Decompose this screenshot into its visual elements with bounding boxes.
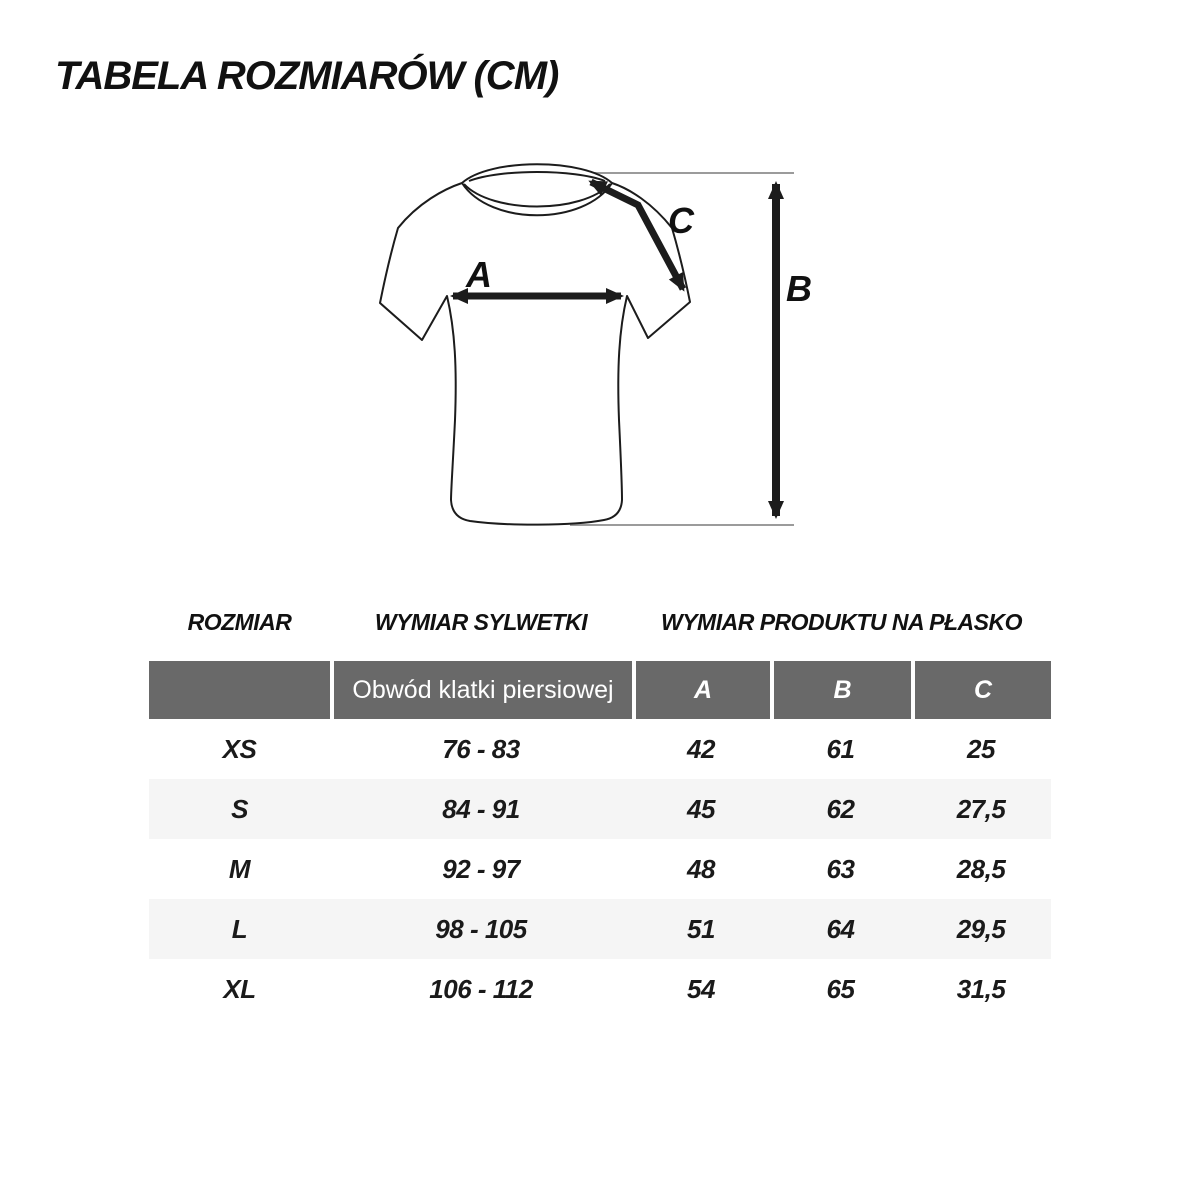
chest-cell: 84 - 91 xyxy=(442,793,520,824)
size-cell: M xyxy=(228,853,251,884)
column-header-chest: Obwód klatki piersiowej xyxy=(330,661,632,719)
size-cell: L xyxy=(231,913,248,944)
table-row-l xyxy=(149,899,1051,959)
diagram-label-c: C xyxy=(668,200,694,241)
page-title: TABELA ROZMIARÓW (CM) xyxy=(55,54,559,98)
table-column-header-row xyxy=(149,661,1051,719)
size-cell: S xyxy=(231,793,248,824)
value-c-cell: 27,5 xyxy=(956,793,1006,824)
column-header-a: A xyxy=(632,661,770,719)
tshirt-measurement-diagram xyxy=(340,135,830,575)
chest-cell: 92 - 97 xyxy=(442,853,520,884)
value-c-cell: 31,5 xyxy=(956,973,1006,1004)
column-header-c: C xyxy=(911,661,1051,719)
value-a-cell: 51 xyxy=(687,913,715,944)
chest-cell: 98 - 105 xyxy=(435,913,527,944)
group-header-body-measure: WYMIAR SYLWETKI xyxy=(374,609,588,635)
value-c-cell: 29,5 xyxy=(956,913,1006,944)
table-row-xl xyxy=(149,959,1051,1019)
value-b-cell: 65 xyxy=(826,973,855,1004)
value-b-cell: 61 xyxy=(826,733,855,764)
table-row-m xyxy=(149,839,1051,899)
group-header-size: ROZMIAR xyxy=(187,609,292,635)
table-group-header-row xyxy=(149,600,1051,645)
group-header-product-flat: WYMIAR PRODUKTU NA PŁASKO xyxy=(660,609,1023,635)
value-a-cell: 42 xyxy=(687,733,715,764)
value-b-cell: 63 xyxy=(826,853,855,884)
value-a-cell: 45 xyxy=(687,793,715,824)
size-cell: XL xyxy=(223,973,256,1004)
value-c-cell: 25 xyxy=(967,733,995,764)
table-row-xs xyxy=(149,719,1051,779)
size-cell: XS xyxy=(222,733,257,764)
diagram-label-a: A xyxy=(466,254,492,295)
chest-cell: 76 - 83 xyxy=(442,733,520,764)
value-b-cell: 64 xyxy=(826,913,855,944)
value-c-cell: 28,5 xyxy=(956,853,1006,884)
value-b-cell: 62 xyxy=(826,793,855,824)
diagram-label-b: B xyxy=(786,268,812,309)
column-header-b: B xyxy=(770,661,911,719)
size-table xyxy=(149,600,1051,1019)
column-header-size xyxy=(149,661,330,719)
table-row-s xyxy=(149,779,1051,839)
chest-cell: 106 - 112 xyxy=(429,973,533,1004)
value-a-cell: 48 xyxy=(687,853,715,884)
value-a-cell: 54 xyxy=(687,973,715,1004)
